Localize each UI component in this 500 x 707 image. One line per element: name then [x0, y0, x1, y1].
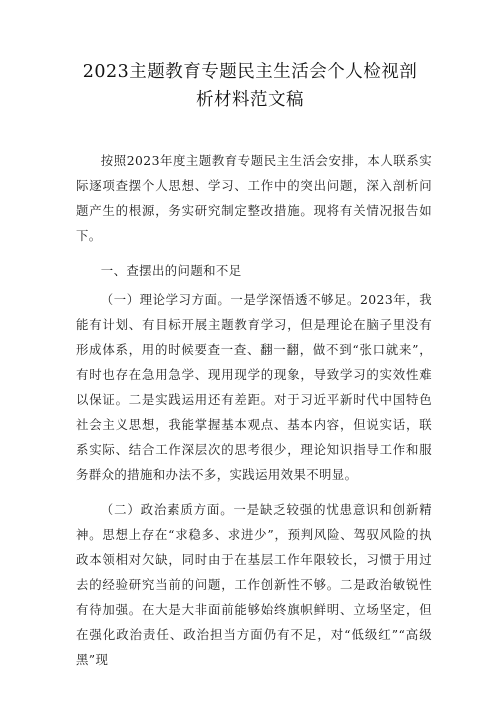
section-heading: 一、查摆出的问题和不足	[100, 263, 242, 278]
document-title	[60, 58, 440, 114]
paragraph-theory-study: （一）理论学习方面。一是学深悟透不够足。2023年，我能有计划、有目标开展主题教育学习，但是理论在脑子里没有形成体系，用的时候要查一查、翻一翻，做不到“张口就来”，有时也存在急用急学、现用现学的现象，导致学习的实效性难以保证。二是实践运用还有差距。对于习近平新时代中国特色社会主义思想，我能掌握基本观点、基本内容，但说实话，联系实际、结合工作深层次的思考很少，理论知识指导工作和服务群众的措施和办法不多，实践运用效果不明显。	[76, 292, 432, 482]
title-line-2: 析材料范文稿	[196, 90, 304, 110]
intro-paragraph: 按照2023年度主题教育专题民主生活会安排，本人联系实际逐项查摆个人思想、学习、工作中的突出问题，深入剖析问题产生的根源，务实研究制定整改措施。现将有关情况报告如下。	[76, 153, 432, 243]
title-line-1: 2023主题教育专题民主生活会个人检视剖	[82, 62, 418, 82]
document-body	[76, 148, 432, 672]
paragraph-political-quality: （二）政治素质方面。一是缺乏较强的忧患意识和创新精神。思想上存在“求稳多、求进少”，预判风险、驾驭风险的执政本领相对欠缺，同时由于在基层工作年限较长，习惯于用过去的经验研究当前的问题，工作创新性不够。二是政治敏锐性有待加强。在大是大非面前能够始终旗帜鲜明、立场坚定，但在强化政治责任、政治担当方面仍有不足，对“低级红”“高级黑”现	[76, 502, 432, 667]
